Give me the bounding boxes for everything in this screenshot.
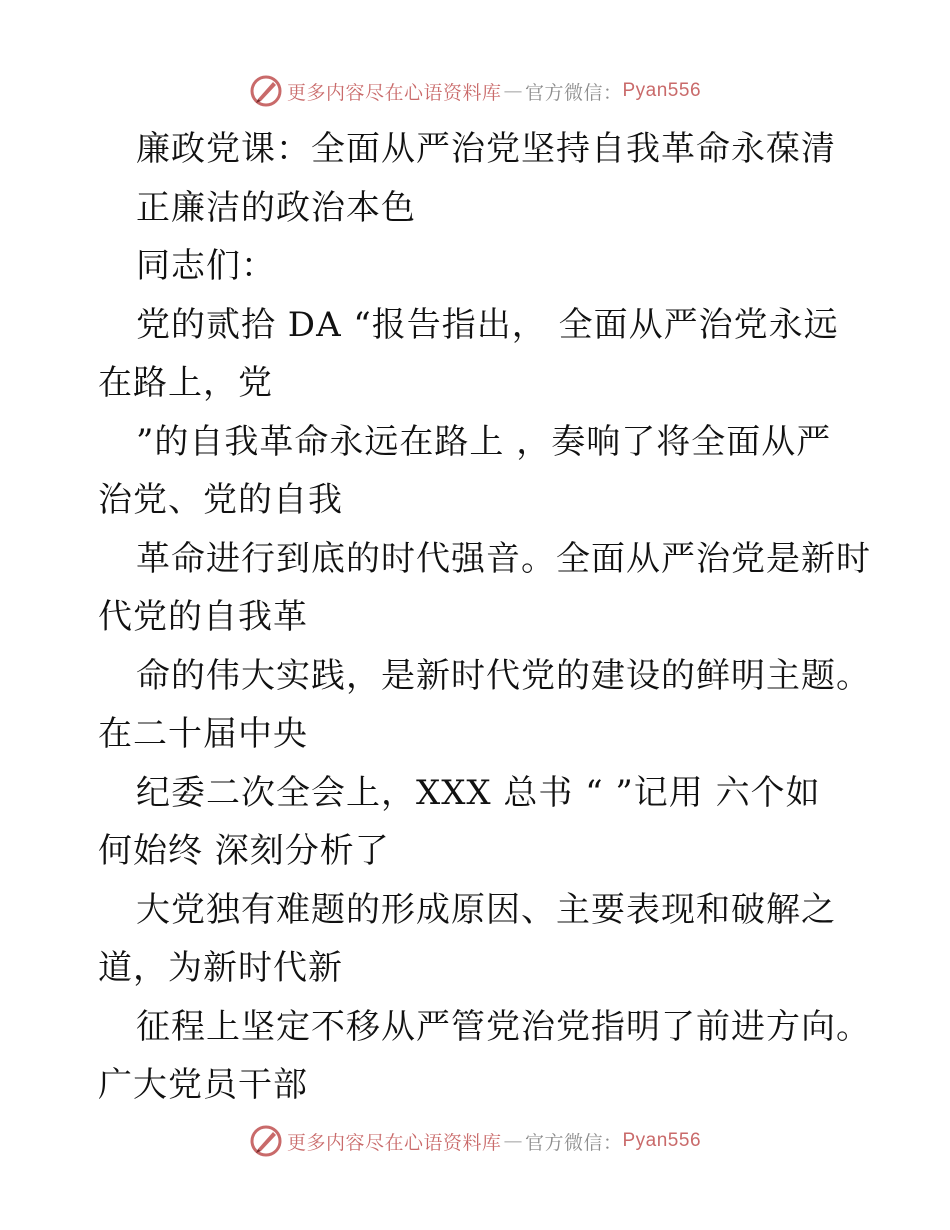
text-line: 纪委二次全会上，XXX 总书 “ ”记用 六个如 <box>136 772 821 813</box>
text-line: 在路上，党 <box>98 363 273 403</box>
text-line: ”的自我革命永远在路上 ，奏响了将全面从严 <box>136 421 832 462</box>
quill-seal-icon <box>249 74 283 108</box>
text-line: 代党的自我革 <box>98 597 308 637</box>
watermark-wechat-id: Pyan556 <box>622 80 702 101</box>
text-line: 广大党员干部 <box>98 1065 308 1105</box>
watermark-separator: — <box>503 80 523 102</box>
text-line: 大党独有难题的形成原因、主要表现和破解之 <box>136 889 836 930</box>
footer-watermark <box>0 1124 950 1158</box>
watermark-wechat-id: Pyan556 <box>622 1130 702 1151</box>
text-line: 在二十届中央 <box>98 714 308 754</box>
text-line: 正廉洁的政治本色 <box>136 187 416 228</box>
quill-seal-icon <box>249 1124 283 1158</box>
watermark-wechat-label: 官方微信： <box>524 1131 623 1154</box>
watermark-text: 更多内容尽在心语资料库 <box>286 81 502 104</box>
header-watermark <box>0 74 950 108</box>
text-line: 征程上坚定不移从严管党治党指明了前进方向。 <box>136 1006 871 1047</box>
watermark-text: 更多内容尽在心语资料库 <box>286 1131 502 1154</box>
text-line: 道，为新时代新 <box>98 948 343 988</box>
text-line: 党的贰拾 DA “报告指出， 全面从严治党永远 <box>136 304 839 345</box>
text-line: 革命进行到底的时代强音。全面从严治党是新时 <box>136 538 871 579</box>
text-line: 命的伟大实践，是新时代党的建设的鲜明主题。 <box>136 655 871 696</box>
text-line: 同志们： <box>136 246 276 286</box>
text-line: 治党、党的自我 <box>98 480 343 520</box>
text-line: 廉政党课：全面从严治党坚持自我革命永葆清 <box>136 129 836 169</box>
watermark-separator: — <box>503 1130 523 1152</box>
watermark-wechat-label: 官方微信： <box>524 81 623 104</box>
document-body <box>98 120 878 1115</box>
text-line: 何始终 深刻分析了 <box>98 831 390 871</box>
